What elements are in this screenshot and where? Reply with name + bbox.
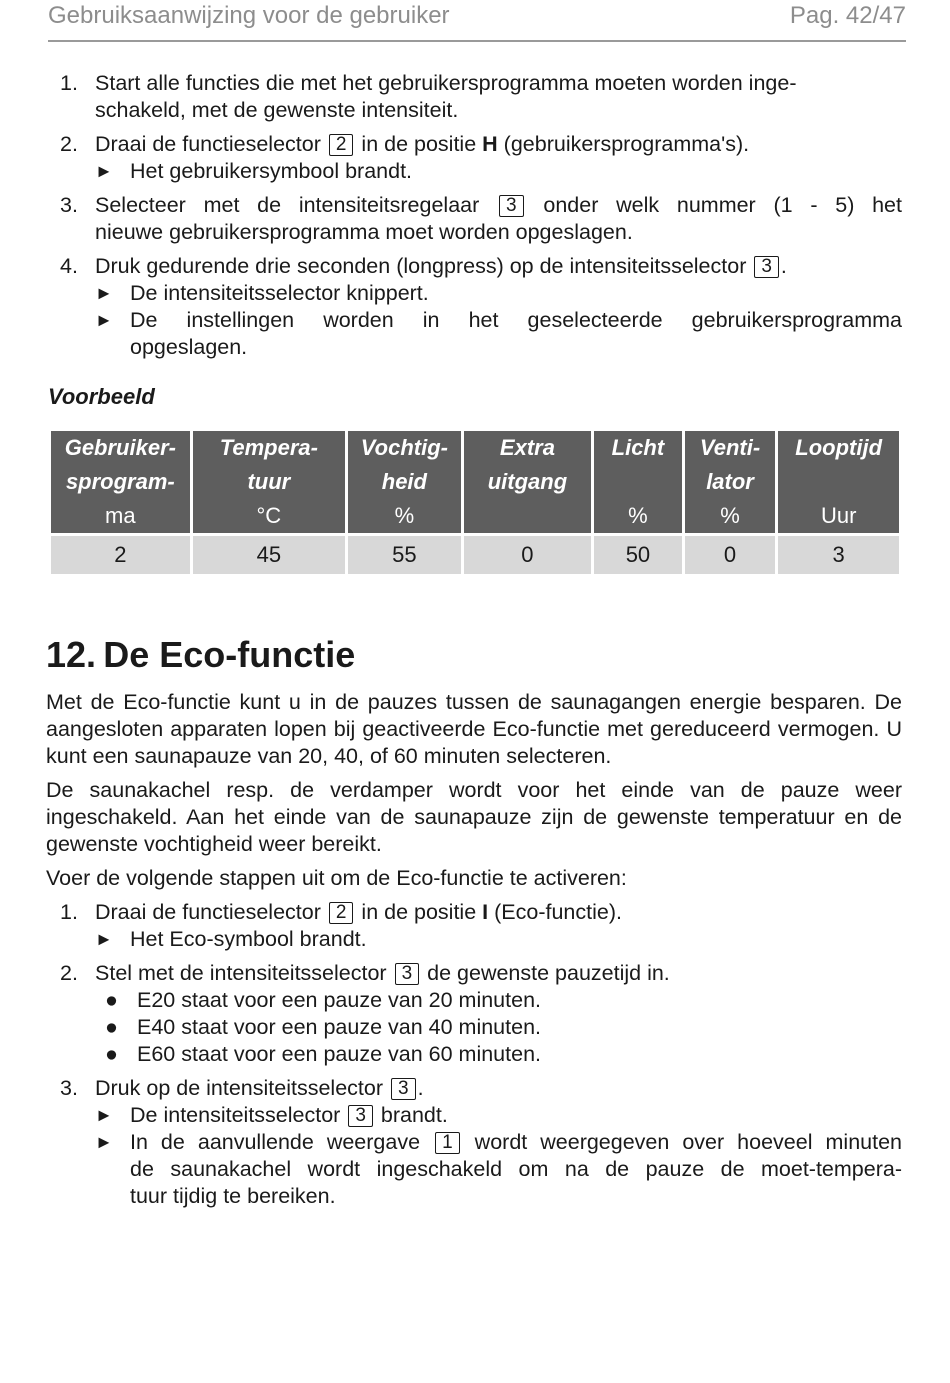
table-cell: 50: [593, 535, 684, 576]
text: (Eco-functie).: [494, 900, 622, 924]
step-number: 2.: [60, 961, 78, 985]
column-header: [191, 430, 346, 535]
text: de gewenste pauzetijd in.: [427, 961, 670, 985]
eco-step-1: [48, 899, 902, 953]
column-header-text: Extra: [499, 435, 555, 460]
table-cell: 2: [50, 535, 192, 576]
column-header-text: [594, 465, 682, 499]
example-table: [48, 428, 902, 577]
column-header-text: Vochtig-: [360, 435, 448, 460]
list-item-text: E40 staat voor een pauze van 40 minuten.: [137, 1015, 541, 1039]
table-cell: 3: [777, 535, 901, 576]
list-item: [95, 1014, 902, 1041]
list-item: [95, 1041, 902, 1068]
example-label: Voorbeeld: [48, 384, 155, 409]
text: Draai de functieselector: [95, 900, 321, 924]
step-number: 1.: [60, 71, 78, 95]
text: Druk gedurende drie seconden (longpress) op de intensiteitsselector: [95, 254, 747, 278]
paragraph: Met de Eco-functie kunt u in de pauzes tussen de saunagangen energie besparen. De aangesloten apparaten lopen bij geactiveerde Eco-functie met gereduceerd vermogen. U kunt een saunapauze van 20, 40, of 60 minuten selecteren.: [46, 690, 902, 768]
result-text: Het gebruikersymbool brandt.: [130, 159, 413, 183]
step-2: [48, 131, 902, 185]
position-letter: H: [482, 132, 498, 156]
table-row: [50, 535, 901, 576]
document-title: Gebruiksaanwijzing voor de gebruiker: [48, 2, 450, 29]
text: (gebruikersprogramma's).: [503, 132, 750, 156]
column-header: [50, 430, 192, 535]
column-header-text: tuur: [247, 469, 291, 494]
control-number-box: 1: [435, 1132, 460, 1154]
result-line: [95, 280, 902, 307]
result-text: Het Eco-symbool brandt.: [130, 927, 367, 951]
text: Draai de functieselector: [95, 132, 321, 156]
step-text: [95, 1075, 902, 1102]
table-cell: 45: [191, 535, 346, 576]
page-number: Pag. 42/47: [789, 2, 906, 29]
result-text: wordt weergegeven over hoeveel minuten: [474, 1130, 902, 1154]
column-header-text: Tempera-: [219, 435, 318, 460]
table-cell: 0: [462, 535, 592, 576]
step-number: 3.: [60, 1076, 78, 1100]
step-1: [48, 70, 902, 124]
result-text: brandt.: [380, 1103, 448, 1127]
column-header: [347, 430, 463, 535]
step-3: [48, 192, 902, 246]
step-text: [95, 131, 902, 158]
step-number: 4.: [60, 254, 78, 278]
eco-step-3: [48, 1075, 902, 1210]
paragraph: Voer de volgende stappen uit om de Eco-functie te activeren:: [46, 866, 627, 890]
user-program-steps: [48, 70, 902, 368]
column-header-text: Gebruiker-: [64, 435, 176, 460]
column-unit: %: [394, 503, 415, 528]
position-letter: I: [482, 900, 489, 924]
text: .: [417, 1076, 424, 1100]
bullet-icon: ●: [105, 988, 118, 1012]
control-number-box: 2: [329, 134, 354, 156]
result-line: [95, 926, 902, 953]
control-number-box: 2: [329, 902, 354, 924]
step-text: [95, 960, 902, 987]
column-header-text: Looptijd: [795, 435, 883, 460]
result-arrow-icon: ►: [95, 929, 113, 949]
list-item: [95, 987, 902, 1014]
column-header-text: lator: [706, 469, 754, 494]
result-text: De intensiteitsselector knippert.: [130, 281, 429, 305]
column-unit: ma: [105, 503, 136, 528]
result-arrow-icon: ►: [95, 283, 113, 303]
control-number-box: 3: [499, 195, 524, 217]
result-line: [95, 1129, 902, 1210]
result-text: In de aanvullende weergave: [130, 1130, 421, 1154]
list-item-text: E60 staat voor een pauze van 60 minuten.: [137, 1042, 541, 1066]
step-text: [95, 192, 902, 219]
step-text: [95, 253, 902, 280]
column-unit: %: [720, 503, 740, 528]
result-text: De instellingen worden in het geselecteerde gebruikersprogramma: [130, 308, 902, 332]
result-text: De intensiteitsselector: [130, 1103, 341, 1127]
step-text: schakeld, met de gewenste intensiteit.: [95, 98, 459, 122]
result-arrow-icon: ►: [95, 161, 113, 181]
table-header-row: [50, 430, 901, 535]
column-header-text: heid: [381, 469, 427, 494]
step-number: 1.: [60, 900, 78, 924]
column-header: [462, 430, 592, 535]
result-arrow-icon: ►: [95, 1105, 113, 1125]
step-number: 3.: [60, 193, 78, 217]
control-number-box: 3: [754, 256, 779, 278]
column-unit: [464, 499, 591, 533]
column-unit: °C: [256, 503, 282, 528]
result-arrow-icon: ►: [95, 310, 113, 330]
step-number: 2.: [60, 132, 78, 156]
column-header: [683, 430, 777, 535]
column-header: [777, 430, 901, 535]
result-text: de saunakachel wordt ingeschakeld om na de pauze de moet-tempera-: [130, 1157, 902, 1181]
column-unit: Uur: [820, 503, 857, 528]
text: onder welk nummer (1 - 5) het: [543, 193, 902, 217]
text: .: [780, 254, 787, 278]
column-header: [593, 430, 684, 535]
text: Selecteer met de intensiteitsregelaar: [95, 193, 480, 217]
column-header-text: [778, 465, 899, 499]
eco-steps: [48, 899, 902, 1217]
step-text: nieuwe gebruikersprogramma moet worden opgeslagen.: [95, 220, 633, 244]
column-unit: %: [628, 503, 648, 528]
table-cell: 0: [683, 535, 777, 576]
text: Stel met de intensiteitsselector: [95, 961, 387, 985]
column-header-text: Licht: [611, 435, 665, 460]
column-header-text: Venti-: [699, 435, 761, 460]
step-text: [95, 899, 902, 926]
result-arrow-icon: ►: [95, 1132, 113, 1152]
bullet-icon: ●: [105, 1042, 118, 1066]
result-text: tuur tijdig te bereiken.: [130, 1184, 336, 1208]
step-4: [48, 253, 902, 361]
table-cell: 55: [347, 535, 463, 576]
column-header-text: uitgang: [487, 469, 568, 494]
list-item-text: E20 staat voor een pauze van 20 minuten.: [137, 988, 541, 1012]
eco-step-2: [48, 960, 902, 1068]
bullet-icon: ●: [105, 1015, 118, 1039]
page-header: [48, 0, 906, 42]
result-text: opgeslagen.: [130, 335, 248, 359]
column-header-text: sprogram-: [65, 469, 175, 494]
result-line: [95, 1102, 902, 1129]
control-number-box: 3: [391, 1078, 416, 1100]
text: Druk op de intensiteitsselector: [95, 1076, 384, 1100]
result-line: [95, 158, 902, 185]
result-line: [95, 307, 902, 361]
text: in de positie: [361, 132, 477, 156]
text: in de positie: [361, 900, 477, 924]
control-number-box: 3: [348, 1105, 373, 1127]
control-number-box: 3: [395, 963, 420, 985]
paragraph: De saunakachel resp. de verdamper wordt voor het einde van de pauze weer ingeschakeld. Aan het einde van de saunapauze zijn de gewenste temperatuur en de gewenste vochtigheid weer bereikt.: [46, 778, 902, 856]
section-title: 12. De Eco-functie: [46, 634, 356, 675]
step-text: Start alle functies die met het gebruikersprogramma moeten worden inge-: [95, 71, 797, 95]
